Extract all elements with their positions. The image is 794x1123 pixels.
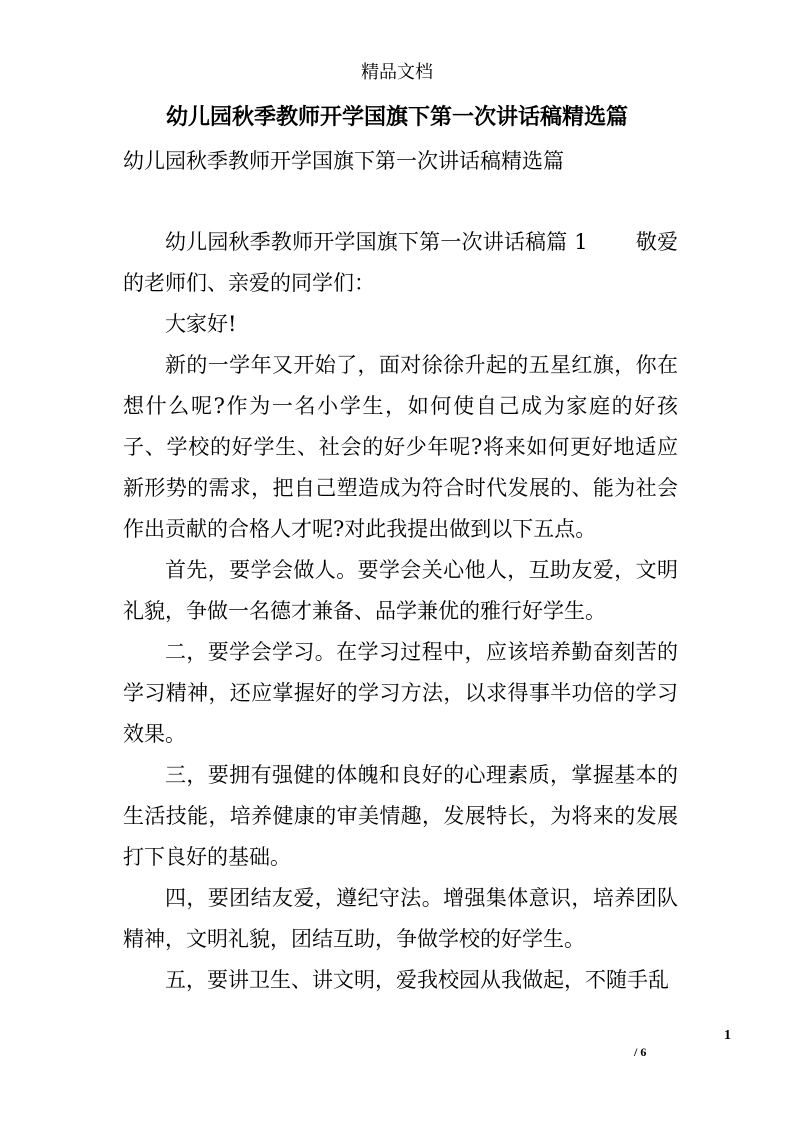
paragraph-greeting [123, 222, 678, 304]
page-number: 1 [724, 1028, 731, 1043]
salutation: 敬爱的老师们、亲爱的同学们： [123, 230, 678, 295]
paragraph-point-2: 二，要学会学习。在学习过程中，应该培养勤奋刻苦的学习精神，还应掌握好的学习方法，以求得事半功倍的学习效果。 [123, 640, 678, 746]
paragraph-point-3: 三，要拥有强健的体魄和良好的心理素质，掌握基本的生活技能，培养健康的审美情趣，发展特长，为将来的发展打下良好的基础。 [123, 763, 678, 869]
paragraph-point-5: 五，要讲卫生、讲文明，爱我校园从我做起，不随手乱 [165, 968, 669, 992]
paragraph-point-4: 四，要团结友爱，遵纪守法。增强集体意识，培养团队精神，文明礼貌，团结互助，争做学校的好学生。 [123, 886, 678, 951]
document-title: 幼儿园秋季教师开学国旗下第一次讲话稿精选篇 [165, 105, 628, 130]
speech-heading: 幼儿园秋季教师开学国旗下第一次讲话稿篇 1 [165, 230, 588, 254]
paragraph-intro: 新的一学年又开始了，面对徐徐升起的五星红旗，你在想什么呢?作为一名小学生，如何使自己成为家庭的好孩子、学校的好学生、社会的好少年呢?将来如何更好地适应新形势的需求，把自己塑造成为符合时代发展的、能为社会作出贡献的合格人才呢?对此我提出做到以下五点。 [123, 353, 678, 541]
paragraph-point-1: 首先，要学会做人。要学会关心他人，互助友爱，文明礼貌，争做一名德才兼备、品学兼优的雅行好学生。 [123, 558, 678, 623]
paragraph-hello: 大家好! [165, 312, 237, 336]
document-body [123, 222, 678, 1001]
document-subtitle: 幼儿园秋季教师开学国旗下第一次讲话稿精选篇 [123, 149, 564, 173]
document-header: 精品文档 [361, 62, 433, 83]
page-total: / 6 [634, 1045, 647, 1059]
